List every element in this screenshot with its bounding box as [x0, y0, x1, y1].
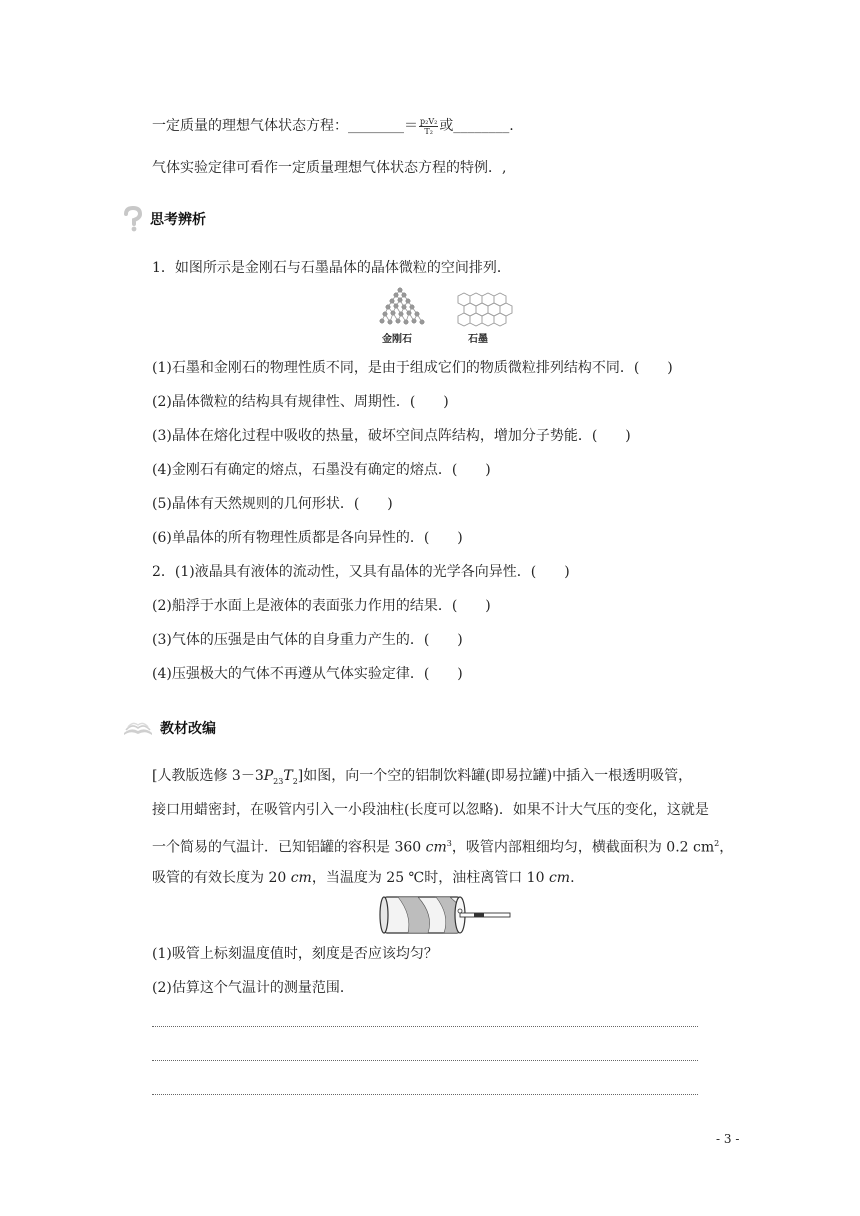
list-item: (6)单晶体的所有物理性质都是各向异性的．( ) [152, 530, 463, 546]
gas-law-note: 气体实验定律可看作一定质量理想气体状态方程的特例．, [152, 160, 507, 176]
section-title: 教材改编 [160, 721, 216, 737]
section-textbook [122, 718, 216, 738]
question-2: 2．(1)液晶具有液体的流动性，又具有晶体的光学各向异性．( ) [152, 564, 570, 580]
textbook-paragraph-line: 吸管的有效长度为 20 cm，当温度为 25 ℃时，油柱离管口 10 cm. [152, 870, 575, 886]
textbook-paragraph-line: 接口用蜡密封，在吸管内引入一小段油柱(长度可以忽略)．如果不计大气压的变化，这就是 [152, 802, 709, 818]
question-1: 1．如图所示是金刚石与石墨晶体的晶体微粒的空间排列． [152, 260, 511, 276]
answer-line [152, 1026, 698, 1027]
page-number: - 3 - [716, 1132, 740, 1146]
section-think [122, 206, 206, 232]
list-item: (1)石墨和金刚石的物理性质不同，是由于组成它们的物质微粒排列结构不同．( ) [152, 360, 673, 376]
open-book-icon [122, 719, 154, 737]
list-item: (5)晶体有天然规则的几何形状．( ) [152, 496, 393, 512]
crystal-figure [378, 286, 518, 344]
answer-line [152, 1060, 698, 1061]
textbook-paragraph-line: 一个简易的气温计．已知铝罐的容积是 360 $cm^3$，吸管内部粗细均匀，横截面积为 0.2 $cm^2$， [152, 839, 734, 856]
list-item: (4)金刚石有确定的熔点，石墨没有确定的熔点．( ) [152, 462, 491, 478]
section-title: 思考辨析 [150, 212, 206, 228]
list-item: (4)压强极大的气体不再遵从气体实验定律．( ) [152, 666, 463, 682]
can-thermometer-image [378, 894, 514, 936]
fraction: $\frac{\text{p₂V₂}}{\text{T₂}}$ [420, 116, 438, 136]
crystal-structure-image [378, 286, 518, 330]
graphite-label: 石墨 [468, 334, 488, 345]
diamond-label: 金刚石 [382, 334, 412, 345]
textbook-paragraph-line: [人教版选修 $3-3P_{23}T_2$]如图，向一个空的铝制饮料罐(即易拉罐)中插入一根透明吸管， [152, 768, 693, 786]
list-item: (3)气体的压强是由气体的自身重力产生的．( ) [152, 632, 463, 648]
list-item: (2)船浮于水面上是液体的表面张力作用的结果．( ) [152, 598, 491, 614]
gas-state-equation: 一定质量的理想气体状态方程：________＝ $\frac{\text{p₂V₂}}{\text{T₂}}$ 或________. [152, 116, 514, 136]
question-mark-icon [122, 206, 144, 232]
answer-line [152, 1094, 698, 1095]
sub-question-2: (2)估算这个气温计的测量范围． [152, 980, 354, 996]
list-item: (3)晶体在熔化过程中吸收的热量，破坏空间点阵结构，增加分子势能．( ) [152, 428, 631, 444]
list-item: (2)晶体微粒的结构具有规律性、周期性．( ) [152, 394, 449, 410]
sub-question-1: (1)吸管上标刻温度值时，刻度是否应该均匀？ [152, 946, 438, 962]
